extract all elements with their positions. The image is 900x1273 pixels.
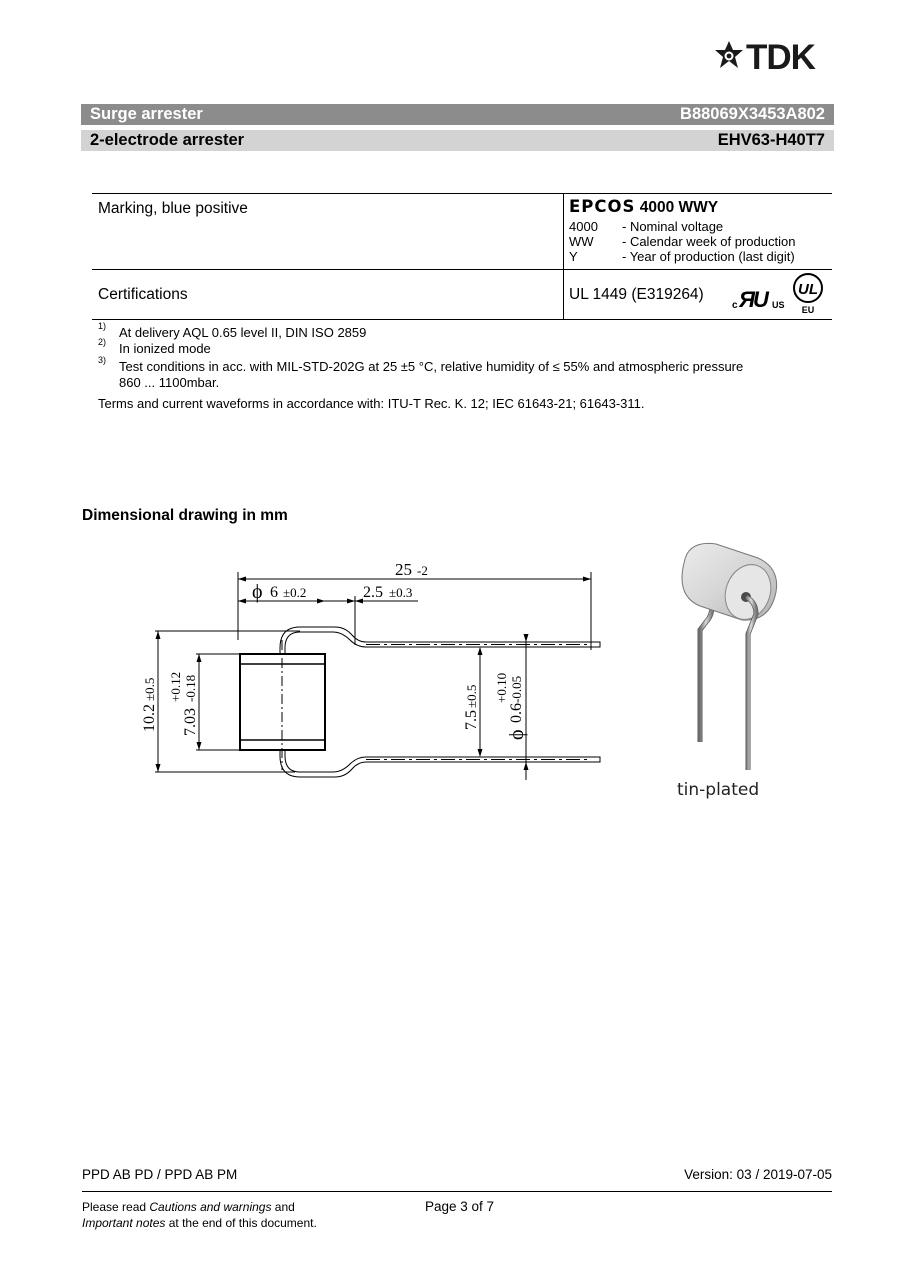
footer-note-line-2 (82, 1215, 317, 1231)
product-type: 2-electrode arrester (90, 131, 245, 149)
table-column-divider (563, 193, 564, 320)
dim-lead-dia-tol-minus: -0.05 (509, 675, 524, 703)
footer-note-line-1 (82, 1199, 317, 1215)
footer-note-pre1: Please read (82, 1200, 150, 1214)
ul-eu-mark-icon (790, 272, 826, 316)
terms-text: Terms and current waveforms in accordance with: ITU-T Rec. K. 12; IEC 61643-21; 61643-311. (98, 396, 645, 411)
cru-us-letters: US (772, 300, 785, 310)
footer-rule (82, 1191, 832, 1192)
dim-body-len-tol-plus: +0.12 (168, 671, 183, 702)
legend-desc-1: - Calendar week of production (622, 234, 796, 249)
dim-lead-dia: 0.6 (508, 703, 525, 723)
dim-body-len: 7.03 (182, 708, 199, 736)
footnote-3-continuation: 860 ... 1100mbar. (119, 375, 220, 390)
footnote-3-number: 3) (98, 355, 107, 365)
dim-lead-offset: 2.5 (363, 584, 383, 601)
dim-lead-dia-symbol: ϕ (506, 729, 528, 740)
footnote-1-number: 1) (98, 321, 107, 331)
dim-body-dia: 6 (270, 584, 278, 601)
legend-desc-0: - Nominal voltage (622, 219, 724, 234)
dim-body-dia-tol: ±0.2 (283, 585, 307, 600)
marking-code: 4000 WWY (639, 199, 719, 216)
marking-code-line (569, 197, 718, 217)
marking-label: Marking, blue positive (98, 200, 248, 217)
header-bar-type (81, 130, 834, 151)
table-bottom-rule (92, 319, 832, 320)
dim-body-len-tol-minus: -0.18 (183, 674, 198, 702)
legend-key-1: WW (569, 234, 594, 249)
footnote-1-text: At delivery AQL 0.65 level II, DIN ISO 2859 (119, 325, 367, 340)
epcos-brand: EPCOS (569, 197, 636, 216)
tdk-logo-text: TDK (746, 38, 815, 74)
footer-note-post1: and (271, 1200, 295, 1214)
cru-ru-letters: ЯU (739, 287, 767, 312)
footnote-1 (98, 321, 367, 340)
part-number: B88069X3453A802 (680, 105, 825, 123)
footer-note (82, 1199, 317, 1231)
footnote-2 (98, 337, 211, 356)
legend-desc-2: - Year of production (last digit) (622, 249, 795, 264)
page-number: Page 3 of 7 (425, 1199, 495, 1214)
dim-length-tol: -2 (417, 563, 428, 578)
dim-length: 25 (395, 560, 412, 579)
footnote-3 (98, 355, 744, 374)
footer-version: Version: 03 / 2019-07-05 (684, 1167, 832, 1182)
arrester-3d-render (660, 530, 800, 780)
footnote-3-text: Test conditions in acc. with MIL-STD-202G at 25 ±5 °C, relative humidity of ≤ 55% and atmospheric pressure (119, 359, 744, 374)
dim-lead-dia-tol-plus: +0.10 (494, 672, 509, 703)
eu-letters: EU (801, 305, 815, 315)
dim-pitch: 7.5 (463, 710, 480, 730)
certifications-value: UL 1449 (E319264) (569, 286, 704, 303)
table-top-rule (92, 193, 832, 194)
product-name: Surge arrester (90, 105, 203, 123)
dim-pitch-tol: ±0.5 (464, 684, 479, 708)
footer-department: PPD AB PD / PPD AB PM (82, 1167, 238, 1182)
ul-letters: UL (798, 281, 818, 298)
dim-outer: 10.2 (141, 704, 158, 732)
legend-key-2: Y (569, 249, 578, 264)
footnote-2-text: In ionized mode (119, 341, 211, 356)
tdk-logo (712, 38, 836, 74)
drawing-caption: tin-plated (677, 780, 760, 800)
legend-key-0: 4000 (569, 219, 598, 234)
table-mid-rule (92, 269, 832, 270)
cru-us-mark-icon (730, 284, 788, 312)
dim-body-dia-symbol: ϕ (252, 581, 263, 603)
certifications-label: Certifications (98, 286, 188, 303)
dimensional-drawing (130, 550, 620, 790)
tdk-emblem-icon (715, 41, 743, 68)
footer-note-cautions: Cautions and warnings (149, 1200, 272, 1214)
footer-note-important: Important notes (82, 1216, 166, 1230)
dim-outer-tol: ±0.5 (142, 677, 157, 701)
cru-c-letter: c (732, 300, 738, 311)
dim-lead-offset-tol: ±0.3 (389, 585, 413, 600)
drawing-title: Dimensional drawing in mm (82, 507, 288, 524)
type-code: EHV63-H40T7 (717, 131, 825, 149)
footnote-2-number: 2) (98, 337, 107, 347)
footer-note-post2: at the end of this document. (165, 1216, 317, 1230)
header-bar-product (81, 104, 834, 125)
